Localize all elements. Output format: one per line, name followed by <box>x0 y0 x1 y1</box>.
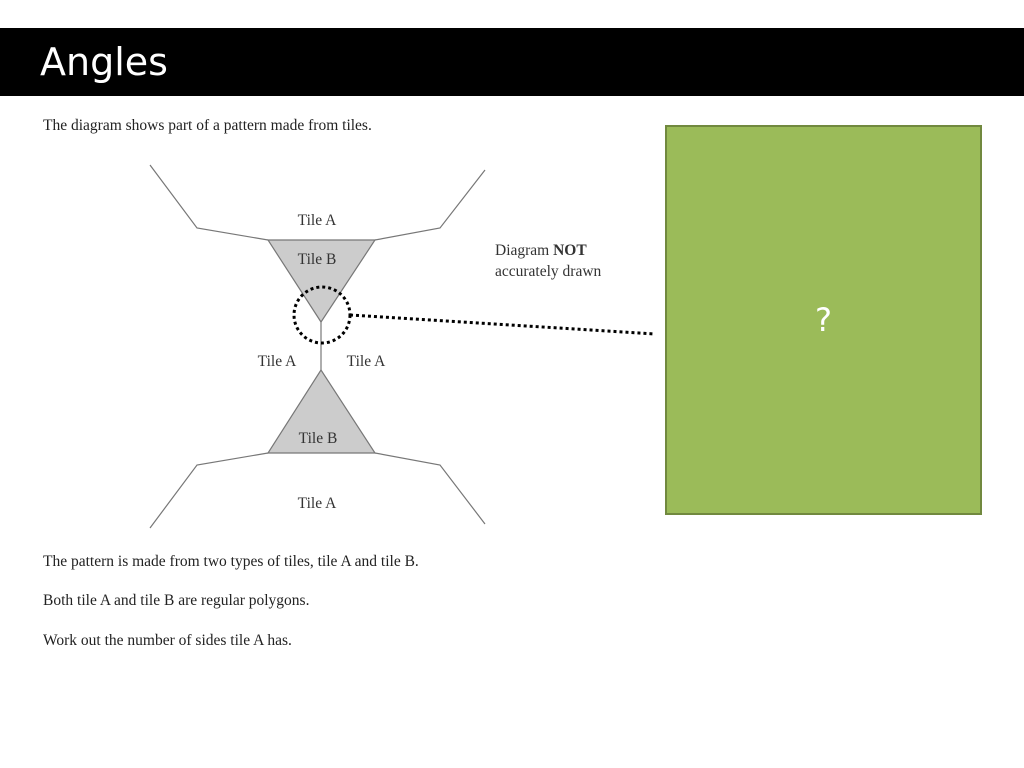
tile-a-bottom-outline <box>150 453 268 528</box>
diagram-note-prefix: Diagram <box>495 242 554 259</box>
diagram-note-bold: NOT <box>553 242 587 259</box>
label-tile-a-left: Tile A <box>257 353 297 370</box>
label-tile-a-right: Tile A <box>346 353 386 370</box>
slide-title: Angles <box>40 40 168 84</box>
tile-a-top-outline <box>150 165 268 240</box>
question-text-3: Work out the number of sides tile A has. <box>43 632 292 649</box>
label-tile-a-top: Tile A <box>297 212 337 229</box>
label-tile-b-bottom: Tile B <box>298 430 338 447</box>
answer-reveal-box[interactable] <box>665 125 982 515</box>
diagram-note-line1 <box>495 242 587 260</box>
connector-dotted-line <box>350 315 655 334</box>
label-tile-b-top: Tile B <box>297 251 337 268</box>
label-tile-a-bottom: Tile A <box>297 495 337 512</box>
question-text-1: The pattern is made from two types of tiles, tile A and tile B. <box>43 553 419 570</box>
intro-text: The diagram shows part of a pattern made from tiles. <box>43 117 372 134</box>
question-text-2: Both tile A and tile B are regular polygons. <box>43 592 310 609</box>
question-mark-label: ? <box>815 301 832 339</box>
tile-a-top-outline-right <box>375 170 485 240</box>
diagram-note-line2: accurately drawn <box>495 263 602 280</box>
tile-a-bottom-outline-right <box>375 453 485 524</box>
